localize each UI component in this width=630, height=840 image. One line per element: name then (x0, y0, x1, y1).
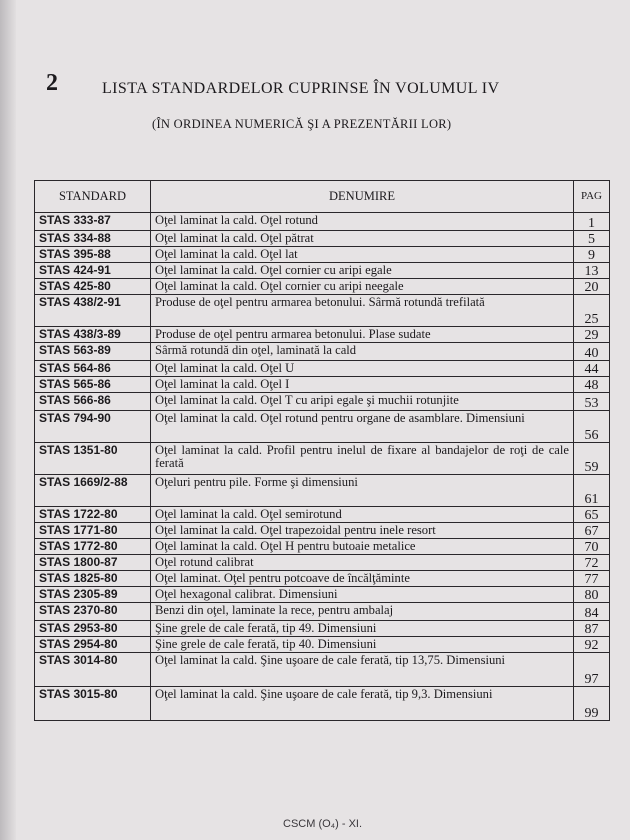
denumire-cell: Benzi din oţel, laminate la rece, pentru ambalaj (151, 603, 574, 621)
denumire-cell: Oţel rotund calibrat (151, 555, 574, 571)
page-cell: 80 (574, 587, 610, 603)
standard-cell: STAS 2953-80 (35, 621, 151, 637)
table-row (35, 231, 610, 247)
page-cell: 40 (574, 343, 610, 361)
page-cell: 1 (574, 213, 610, 231)
table-header-row (35, 181, 610, 213)
table-row (35, 507, 610, 523)
denumire-cell: Oţel laminat la cald. Şine uşoare de cale ferată, tip 9,3. Dimensiuni (151, 687, 574, 721)
page-cell: 9 (574, 247, 610, 263)
denumire-cell: Oţel laminat la cald. Oţel rotund pentru organe de asamblare. Dimensiuni (151, 411, 574, 443)
page-subtitle: (ÎN ORDINEA NUMERICĂ ŞI A PREZENTĂRII LOR) (152, 117, 452, 131)
denumire-cell: Produse de oţel pentru armarea betonului. Sârmă rotundă trefilată (151, 295, 574, 327)
table-row (35, 247, 610, 263)
table-row (35, 327, 610, 343)
page-cell: 84 (574, 603, 610, 621)
denumire-cell: Produse de oţel pentru armarea betonului. Plase sudate (151, 327, 574, 343)
standard-cell: STAS 1772-80 (35, 539, 151, 555)
page-cell: 92 (574, 637, 610, 653)
page-cell: 48 (574, 377, 610, 393)
denumire-cell: Şine grele de cale ferată, tip 40. Dimensiuni (151, 637, 574, 653)
standard-cell: STAS 565-86 (35, 377, 151, 393)
denumire-cell: Oţel laminat la cald. Oţel semirotund (151, 507, 574, 523)
page-footer: CSCM (O₄) - XI. (283, 818, 363, 830)
denumire-cell: Sârmă rotundă din oţel, laminată la cald (151, 343, 574, 361)
standard-cell: STAS 1825-80 (35, 571, 151, 587)
standard-cell: STAS 333-87 (35, 213, 151, 231)
standard-cell: STAS 1351-80 (35, 443, 151, 475)
page-cell: 13 (574, 263, 610, 279)
denumire-cell: Oţel laminat la cald. Oţel cornier cu aripi neegale (151, 279, 574, 295)
table-row (35, 555, 610, 571)
table-row (35, 343, 610, 361)
table-row (35, 653, 610, 687)
table-row (35, 687, 610, 721)
standard-cell: STAS 425-80 (35, 279, 151, 295)
page-cell: 77 (574, 571, 610, 587)
standard-cell: STAS 1722-80 (35, 507, 151, 523)
table-row (35, 587, 610, 603)
standard-cell: STAS 438/3-89 (35, 327, 151, 343)
header-denumire: DENUMIRE (151, 181, 574, 213)
table-row (35, 443, 610, 475)
denumire-cell: Oţeluri pentru pile. Forme şi dimensiuni (151, 475, 574, 507)
denumire-cell: Oţel laminat la cald. Oţel trapezoidal pentru inele resort (151, 523, 574, 539)
page-cell: 53 (574, 393, 610, 411)
page-edge (0, 0, 16, 840)
page-cell: 20 (574, 279, 610, 295)
page-cell: 56 (574, 411, 610, 443)
denumire-cell: Oţel laminat la cald. Oţel lat (151, 247, 574, 263)
standard-cell: STAS 794-90 (35, 411, 151, 443)
denumire-cell: Oţel laminat la cald. Oţel I (151, 377, 574, 393)
denumire-cell: Oţel laminat la cald. Oţel rotund (151, 213, 574, 231)
page-cell: 65 (574, 507, 610, 523)
page-cell: 5 (574, 231, 610, 247)
table-row (35, 539, 610, 555)
page-title: LISTA STANDARDELOR CUPRINSE ÎN VOLUMUL IV (102, 80, 500, 97)
table-row (35, 603, 610, 621)
header-pag: PAG (574, 181, 610, 213)
table-row (35, 637, 610, 653)
table-row (35, 377, 610, 393)
standard-cell: STAS 1800-87 (35, 555, 151, 571)
page-cell: 61 (574, 475, 610, 507)
table-row (35, 295, 610, 327)
standard-cell: STAS 3014-80 (35, 653, 151, 687)
header-standard: STANDARD (35, 181, 151, 213)
table-row (35, 523, 610, 539)
page-cell: 25 (574, 295, 610, 327)
standard-cell: STAS 2305-89 (35, 587, 151, 603)
page-cell: 99 (574, 687, 610, 721)
page-cell: 67 (574, 523, 610, 539)
standard-cell: STAS 563-89 (35, 343, 151, 361)
standard-cell: STAS 566-86 (35, 393, 151, 411)
page-cell: 72 (574, 555, 610, 571)
page-cell: 87 (574, 621, 610, 637)
standard-cell: STAS 395-88 (35, 247, 151, 263)
page-cell: 97 (574, 653, 610, 687)
standard-cell: STAS 1771-80 (35, 523, 151, 539)
page-cell: 44 (574, 361, 610, 377)
standard-cell: STAS 424-91 (35, 263, 151, 279)
table-row (35, 279, 610, 295)
denumire-cell: Oţel laminat la cald. Oţel U (151, 361, 574, 377)
denumire-cell: Oţel laminat. Oţel pentru potcoave de încălţăminte (151, 571, 574, 587)
denumire-cell: Şine grele de cale ferată, tip 49. Dimensiuni (151, 621, 574, 637)
standard-cell: STAS 2370-80 (35, 603, 151, 621)
table-row (35, 621, 610, 637)
denumire-cell: Oţel laminat la cald. Şine uşoare de cale ferată, tip 13,75. Dimensiuni (151, 653, 574, 687)
standard-cell: STAS 564-86 (35, 361, 151, 377)
denumire-cell: Oţel laminat la cald. Oţel H pentru butoaie metalice (151, 539, 574, 555)
denumire-cell: Oţel laminat la cald. Oţel T cu aripi egale şi muchii rotunjite (151, 393, 574, 411)
page-cell: 29 (574, 327, 610, 343)
table-row (35, 393, 610, 411)
table-row (35, 411, 610, 443)
denumire-cell: Oţel laminat la cald. Oţel cornier cu aripi egale (151, 263, 574, 279)
table-row (35, 361, 610, 377)
standards-table (34, 180, 610, 721)
standard-cell: STAS 1669/2-88 (35, 475, 151, 507)
standard-cell: STAS 3015-80 (35, 687, 151, 721)
standard-cell: STAS 438/2-91 (35, 295, 151, 327)
table-row (35, 571, 610, 587)
table-row (35, 263, 610, 279)
denumire-cell: Oţel laminat la cald. Profil pentru inelul de fixare al bandajelor de roţi de cale ferată (151, 443, 574, 475)
page-cell: 70 (574, 539, 610, 555)
table-row (35, 475, 610, 507)
denumire-cell: Oţel laminat la cald. Oţel pătrat (151, 231, 574, 247)
page-cell: 59 (574, 443, 610, 475)
table-row (35, 213, 610, 231)
page-number: 2 (46, 70, 58, 96)
standard-cell: STAS 334-88 (35, 231, 151, 247)
denumire-cell: Oţel hexagonal calibrat. Dimensiuni (151, 587, 574, 603)
standard-cell: STAS 2954-80 (35, 637, 151, 653)
